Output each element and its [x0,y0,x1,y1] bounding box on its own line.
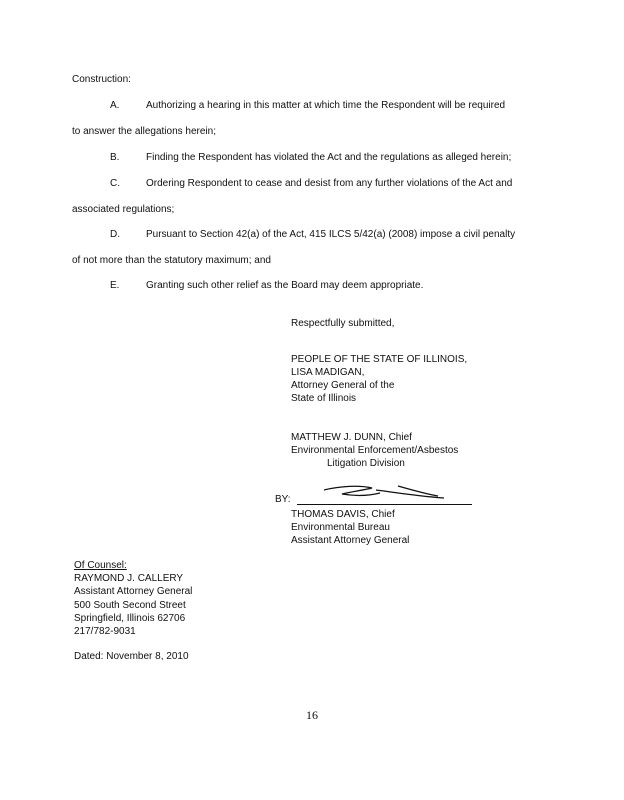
item-a-text: Authorizing a hearing in this matter at which time the Respondent will be required [146,100,506,111]
item-d-continuation: of not more than the statutory maximum; and [72,255,271,266]
item-e-text: Granting such other relief as the Board may deem appropriate. [146,280,424,291]
ag-name: LISA MADIGAN, [291,367,365,378]
chief-title-line1: Environmental Enforcement/Asbestos [291,445,459,456]
chief-title-line2: Litigation Division [327,458,405,469]
dated-text: Dated: November 8, 2010 [74,651,189,662]
item-d-label: D. [110,229,120,240]
counsel-heading: Of Counsel: [74,560,127,571]
counsel-phone: 217/782-9031 [74,626,136,638]
counsel-title: Assistant Attorney General [74,586,193,598]
counsel-city: Springfield, Illinois 62706 [74,612,186,624]
by-label: BY: [275,494,291,505]
party-name: PEOPLE OF THE STATE OF ILLINOIS, [291,354,468,365]
counsel-street: 500 South Second Street [74,599,186,611]
ag-title-line1: Attorney General of the [291,380,395,391]
ag-title-line2: State of Illinois [291,393,357,404]
closing-text: Respectfully submitted, [291,318,395,329]
item-d-text: Pursuant to Section 42(a) of the Act, 415 ILCS 5/42(a) (2008) impose a civil penalty [146,229,516,240]
counsel-block [74,559,192,638]
item-c-continuation: associated regulations; [72,204,175,215]
ag-block [291,353,467,405]
intro-text: Construction: [72,74,131,85]
item-e-label: E. [110,280,120,291]
signer-title-line1: Environmental Bureau [291,522,390,533]
item-c-text: Ordering Respondent to cease and desist from any further violations of the Act and [146,178,513,189]
signer-block [291,508,409,547]
chief-name: MATTHEW J. DUNN, Chief [291,432,412,443]
counsel-name: RAYMOND J. CALLERY [74,573,184,585]
item-c-label: C. [110,178,120,189]
item-b-text: Finding the Respondent has violated the Act and the regulations as alleged herein; [146,152,512,163]
item-a-continuation: to answer the allegations herein; [72,126,216,137]
signature-icon [320,478,450,506]
page-number: 16 [306,708,318,722]
chief-block [291,431,458,470]
signer-title-line2: Assistant Attorney General [291,535,410,546]
item-b-label: B. [110,152,120,163]
signer-name: THOMAS DAVIS, Chief [291,509,395,520]
item-a-label: A. [110,100,120,111]
